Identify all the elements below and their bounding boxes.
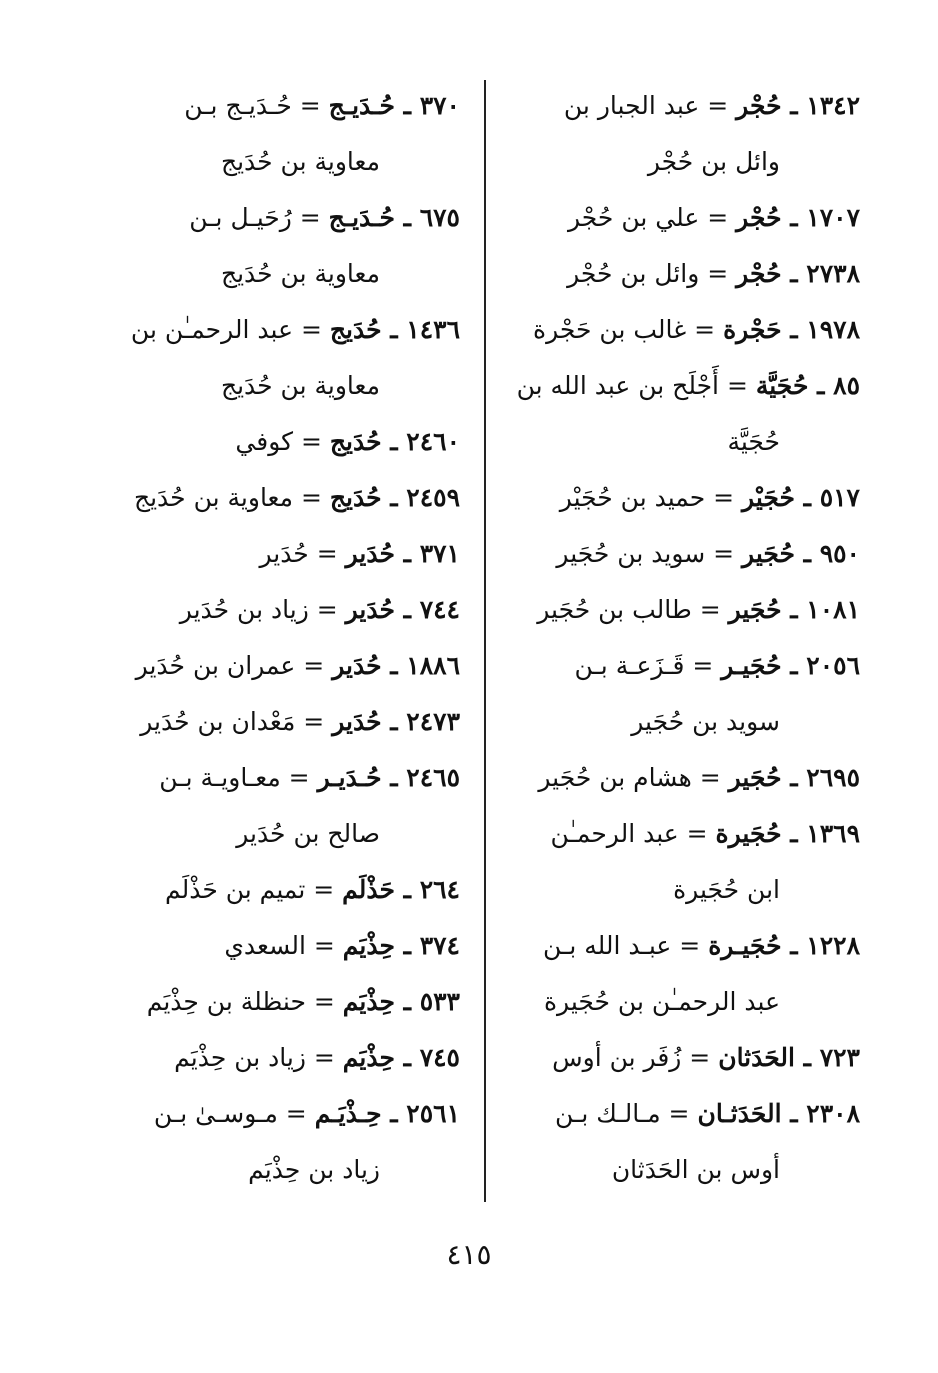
entry-continuation: أوس بن الحَدَثان (611, 1155, 780, 1184)
entry-continuation: سويد بن حُجَير (631, 707, 780, 736)
entry-first-line (505, 582, 860, 638)
entry-dash: ـ (781, 1099, 807, 1128)
entry-term: حُجَيرة (715, 819, 782, 848)
entry-dash: ـ (381, 315, 407, 344)
column-divider (484, 80, 486, 1202)
entry-term: حُجَير (728, 763, 782, 792)
entry-number: ٢٦٩٥ (806, 763, 860, 792)
entry-term: حُدَيج (329, 483, 382, 512)
entry-continuation: زياد بن حِذْيَم (248, 1155, 380, 1184)
entry-number: ٧٤٥ (419, 1043, 460, 1072)
index-entry (105, 694, 460, 750)
left-column (105, 78, 460, 1198)
entry-number: ٢٣٠٨ (806, 1099, 860, 1128)
entry-definition: = هشام بن حُجَير (538, 763, 721, 792)
entry-definition: = أَجْلَح بن عبد الله بن (516, 371, 748, 400)
entry-dash: ـ (394, 91, 420, 120)
entry-definition: = مَعْدان بن حُدَير (140, 707, 325, 736)
index-entry (505, 190, 860, 246)
entry-term: حَذْلَم (342, 875, 395, 904)
entry-definition: = مـالـك بـن (555, 1099, 690, 1128)
index-entry (105, 862, 460, 918)
entry-definition: = عبـد الله بـن (542, 931, 701, 960)
index-entry (105, 302, 460, 414)
entry-first-line (505, 246, 860, 302)
entry-definition: = معـاويـة بـن (159, 763, 310, 792)
entry-term: حُـدَيـج (328, 91, 395, 120)
entry-definition: = زياد بن حُدَير (179, 595, 338, 624)
index-entry (505, 302, 860, 358)
entry-dash: ـ (394, 1043, 420, 1072)
entry-number: ٥٣٣ (419, 987, 460, 1016)
index-entry (105, 974, 460, 1030)
entry-dash: ـ (394, 875, 420, 904)
entry-number: ١٣٦٩ (806, 819, 860, 848)
entry-number: ٢٠٥٦ (806, 651, 860, 680)
entry-first-line (105, 78, 460, 134)
entry-number: ٧٢٣ (819, 1043, 860, 1072)
entry-number: ٢٤٧٣ (406, 707, 460, 736)
entry-first-line (105, 862, 460, 918)
entry-definition: = غالب بن حَجْرة (532, 315, 716, 344)
entry-dash: ـ (394, 931, 420, 960)
entry-first-line (105, 190, 460, 246)
entry-dash: ـ (381, 707, 407, 736)
entry-first-line (105, 470, 460, 526)
index-entry (105, 582, 460, 638)
index-entry (505, 78, 860, 190)
index-entry (105, 414, 460, 470)
entry-dash: ـ (794, 1043, 820, 1072)
entry-first-line (505, 358, 860, 414)
entry-number: ٧٤٤ (419, 595, 460, 624)
entry-definition: = حميد بن حُجَيْر (559, 483, 735, 512)
entry-definition: = حُـدَيـج بـن (184, 91, 321, 120)
entry-definition: = علي بن حُجْر (568, 203, 729, 232)
entry-number: ٢٤٦٥ (406, 763, 460, 792)
entry-dash: ـ (808, 371, 834, 400)
entry-number: ٣٧٠ (419, 91, 460, 120)
entry-definition: = مـوسـىٰ بـن (153, 1099, 307, 1128)
entry-definition: = قَـزَعـة بـن (574, 651, 714, 680)
entry-definition: = عبد الرحمـٰن (550, 819, 708, 848)
index-entry (505, 750, 860, 806)
entry-continuation: حُجَيَّة (727, 427, 780, 456)
entry-first-line (105, 1030, 460, 1086)
entry-term: حُـدَيـر (317, 763, 382, 792)
entry-term: الحَدَثـان (697, 1099, 782, 1128)
entry-first-line (505, 750, 860, 806)
entry-term: حِذْيَم (342, 1043, 395, 1072)
entry-dash: ـ (781, 91, 807, 120)
entry-definition: = وائل بن حُجْر (567, 259, 729, 288)
entry-definition: = زياد بن حِذْيَم (174, 1043, 335, 1072)
entry-first-line (505, 638, 860, 694)
index-entry (505, 470, 860, 526)
entry-first-line (105, 974, 460, 1030)
entry-number: ١٤٣٦ (406, 315, 460, 344)
entry-number: ٦٧٥ (419, 203, 460, 232)
index-entry (505, 806, 860, 918)
entry-dash: ـ (781, 203, 807, 232)
page-number: ٤١٥ (446, 1238, 492, 1271)
index-entry (505, 582, 860, 638)
entry-first-line (505, 1030, 860, 1086)
entry-term: حُجَيـرة (708, 931, 782, 960)
entry-dash: ـ (394, 539, 420, 568)
entry-first-line (505, 302, 860, 358)
entry-definition: = معاوية بن حُدَيج (133, 483, 322, 512)
index-entry (505, 1030, 860, 1086)
entry-term: حُجَيْر (742, 483, 795, 512)
entry-first-line (105, 694, 460, 750)
entry-definition: = سويد بن حُجَير (556, 539, 735, 568)
entry-definition: = تميم بن حَذْلَم (164, 875, 335, 904)
entry-number: ٢٦٤ (419, 875, 460, 904)
entry-term: حُدَير (332, 651, 382, 680)
entry-definition: = زُفَر بن أوس (552, 1043, 711, 1072)
entry-term: حِذْيَم (342, 987, 395, 1016)
entry-first-line (505, 190, 860, 246)
entry-term: حُجْر (736, 203, 782, 232)
entry-dash: ـ (794, 483, 820, 512)
entry-definition: = عبد الرحمـٰن بن (130, 315, 322, 344)
entry-number: ١٣٤٢ (806, 91, 860, 120)
entry-first-line (105, 302, 460, 358)
entry-dash: ـ (381, 763, 407, 792)
entry-term: حُدَير (345, 595, 395, 624)
entry-definition: = كوفي (235, 427, 322, 456)
entry-definition: = حُدَير (259, 539, 338, 568)
entry-dash: ـ (781, 259, 807, 288)
entry-number: ١٠٨١ (806, 595, 860, 624)
entry-definition: = عبد الجبار بن (563, 91, 729, 120)
index-entry (105, 638, 460, 694)
entry-number: ٣٧٤ (419, 931, 460, 960)
entry-first-line (105, 750, 460, 806)
entry-continuation: ابن حُجَيرة (673, 875, 780, 904)
entry-dash: ـ (394, 987, 420, 1016)
entry-dash: ـ (381, 1099, 407, 1128)
index-entry (105, 918, 460, 974)
entry-dash: ـ (781, 315, 807, 344)
entry-definition: = حنظلة بن حِذْيَم (146, 987, 335, 1016)
entry-term: حِذْيَم (342, 931, 395, 960)
entry-continuation: عبد الرحمـٰن بن حُجَيرة (543, 987, 780, 1016)
entry-definition: = السعدي (224, 931, 335, 960)
index-entry (505, 246, 860, 302)
entry-term: حُدَير (345, 539, 395, 568)
index-entry (505, 358, 860, 470)
index-entry (105, 190, 460, 302)
entry-first-line (505, 918, 860, 974)
index-entry (105, 470, 460, 526)
entry-first-line (105, 582, 460, 638)
index-entry (105, 750, 460, 862)
right-column (505, 78, 860, 1198)
entry-number: ٢٧٣٨ (806, 259, 860, 288)
entry-number: ٥١٧ (819, 483, 860, 512)
entry-continuation: معاوية بن حُدَيج (220, 147, 380, 176)
entry-continuation: وائل بن حُجْر (647, 147, 780, 176)
entry-dash: ـ (794, 539, 820, 568)
entry-term: حُدَيج (329, 427, 382, 456)
entry-dash: ـ (781, 931, 807, 960)
entry-continuation: صالح بن حُدَير (236, 819, 380, 848)
entry-first-line (105, 414, 460, 470)
entry-first-line (505, 806, 860, 862)
entry-number: ٢٥٦١ (406, 1099, 460, 1128)
entry-term: حُجَير (742, 539, 795, 568)
entry-number: ٢٤٦٠ (406, 427, 460, 456)
entry-term: حُـدَيـج (328, 203, 395, 232)
entry-dash: ـ (381, 427, 407, 456)
entry-first-line (505, 470, 860, 526)
entry-first-line (505, 1086, 860, 1142)
entry-dash: ـ (381, 483, 407, 512)
entry-number: ١٨٨٦ (406, 651, 460, 680)
entry-first-line (105, 638, 460, 694)
entry-term: حَجْرة (723, 315, 782, 344)
entry-term: حُدَيج (329, 315, 382, 344)
entry-definition: = رُحَيـل بـن (189, 203, 321, 232)
entry-definition: = عمران بن حُدَير (135, 651, 325, 680)
entry-first-line (505, 78, 860, 134)
entry-continuation: معاوية بن حُدَيج (220, 371, 380, 400)
index-entry (105, 1030, 460, 1086)
entry-dash: ـ (781, 651, 807, 680)
index-entry (505, 1086, 860, 1198)
entry-number: ٩٥٠ (819, 539, 860, 568)
entry-term: حُجْر (736, 259, 782, 288)
entry-term: حُجَيـر (721, 651, 782, 680)
entry-term: حِـذْيَـم (314, 1099, 382, 1128)
entry-term: حُجْر (736, 91, 782, 120)
entry-number: ٣٧١ (419, 539, 460, 568)
entry-dash: ـ (781, 595, 807, 624)
index-entry (105, 78, 460, 190)
entry-dash: ـ (781, 763, 807, 792)
entry-definition: = طالب بن حُجَير (537, 595, 721, 624)
entry-first-line (105, 918, 460, 974)
entry-dash: ـ (781, 819, 807, 848)
entry-first-line (505, 526, 860, 582)
index-entry (105, 1086, 460, 1198)
entry-term: حُجَير (728, 595, 782, 624)
entry-first-line (105, 526, 460, 582)
entry-term: حُجَيَّة (755, 371, 809, 400)
entry-number: ١٩٧٨ (806, 315, 860, 344)
index-entry (505, 638, 860, 750)
entry-continuation: معاوية بن حُدَيج (220, 259, 380, 288)
entry-dash: ـ (381, 651, 407, 680)
entry-term: حُدَير (332, 707, 382, 736)
entry-first-line (105, 1086, 460, 1142)
index-entry (505, 918, 860, 1030)
index-entry (105, 526, 460, 582)
entry-number: ٢٤٥٩ (406, 483, 460, 512)
entry-number: ٨٥ (833, 371, 860, 400)
index-entry (505, 526, 860, 582)
entry-number: ١٢٢٨ (806, 931, 860, 960)
entry-dash: ـ (394, 595, 420, 624)
entry-number: ١٧٠٧ (806, 203, 860, 232)
entry-term: الحَدَثان (718, 1043, 795, 1072)
entry-dash: ـ (394, 203, 420, 232)
